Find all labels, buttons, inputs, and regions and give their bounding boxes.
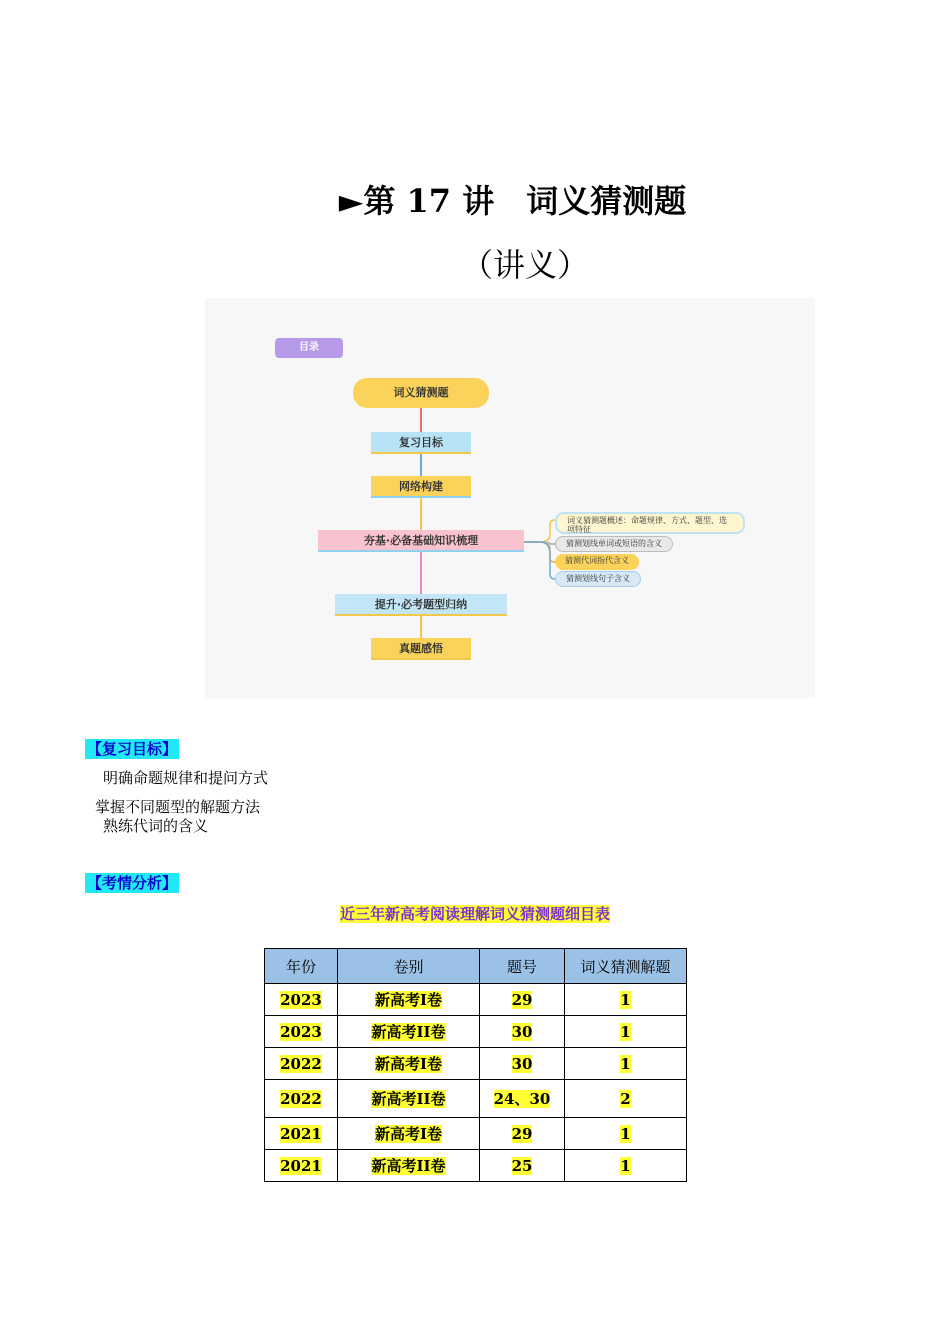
review-item-1: 明确命题规律和提问方式 <box>103 769 269 787</box>
table-row: 2022 新高考II卷 24、30 2 <box>265 1080 687 1118</box>
review-item-3: 熟练代词的含义 <box>103 817 209 835</box>
page-title: ►第 17 讲 词义猜测题 <box>338 182 687 220</box>
table-row: 2023 新高考I卷 29 1 <box>265 984 687 1016</box>
branch-connectors <box>205 298 815 698</box>
mindmap-branch-2: 猜测划线单词或短语的含义 <box>555 536 673 552</box>
table-caption: 近三年新高考阅读理解词义猜测题细目表 <box>339 905 610 923</box>
table-row: 2021 新高考I卷 29 1 <box>265 1118 687 1150</box>
table-row: 2022 新高考I卷 30 1 <box>265 1048 687 1080</box>
mindmap-step-5: 真题感悟 <box>371 638 471 660</box>
page-subtitle: （讲义） <box>460 246 589 284</box>
col-question: 题号 <box>480 949 565 984</box>
mindmap-step-1: 复习目标 <box>371 432 471 454</box>
exam-table <box>264 948 687 1182</box>
analysis-header: 【考情分析】 <box>87 874 178 892</box>
mindmap-root: 词义猜测题 <box>353 378 489 408</box>
review-header: 【复习目标】 <box>87 740 178 758</box>
col-paper: 卷别 <box>338 949 480 984</box>
mindmap-branch-4: 猜测划线句子含义 <box>555 571 641 587</box>
review-item-2: 掌握不同题型的解题方法 <box>95 798 261 816</box>
mindmap-step-4: 提升·必考题型归纳 <box>335 594 507 616</box>
col-count: 词义猜测解题 <box>565 949 687 984</box>
table-row: 2023 新高考II卷 30 1 <box>265 1016 687 1048</box>
col-year: 年份 <box>265 949 338 984</box>
mindmap-tag: 目录 <box>275 338 343 358</box>
mindmap-diagram <box>205 298 815 698</box>
mindmap-branch-1: 词义猜测题概述：命题规律、方式、题型、选项特征 <box>555 512 745 534</box>
mindmap-branch-3: 猜测代词指代含义 <box>555 554 639 570</box>
mindmap-step-3: 夯基·必备基础知识梳理 <box>318 530 524 552</box>
mindmap-step-2: 网络构建 <box>371 476 471 498</box>
table-row: 2021 新高考II卷 25 1 <box>265 1150 687 1182</box>
table-header-row <box>265 949 687 984</box>
